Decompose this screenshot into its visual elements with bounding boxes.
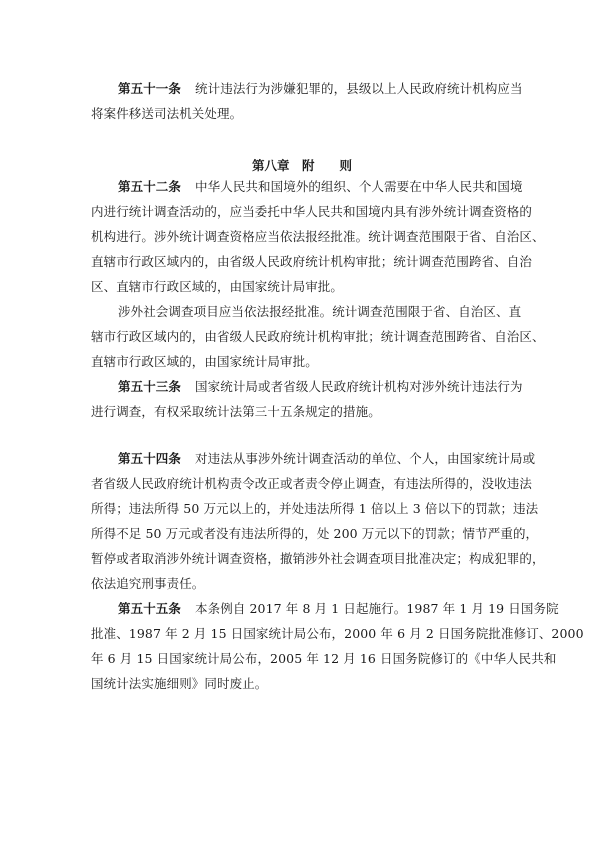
article-54-line-1: 第五十四条 对违法从事涉外统计调查活动的单位、个人，由国家统计局或 xyxy=(118,451,536,466)
article-54-line-6: 依法追究刑事责任。 xyxy=(91,576,205,591)
article-54-number: 第五十四条 xyxy=(118,451,182,466)
article-54-line-3: 所得；违法所得 50 万元以上的，并处违法所得 1 倍以上 3 倍以下的罚款；违法 xyxy=(91,501,539,516)
article-53-line-1: 第五十三条 国家统计局或者省级人民政府统计机构对涉外统计违法行为 xyxy=(118,379,523,394)
article-52-number: 第五十二条 xyxy=(118,179,182,194)
article-52-para2-line-3: 直辖市行政区域的，由国家统计局审批。 xyxy=(91,354,318,369)
article-54-line-5: 暂停或者取消涉外统计调查资格，撤销涉外社会调查项目批准决定；构成犯罪的， xyxy=(91,551,545,566)
article-52-para2-line-2: 辖市行政区域内的，由省级人民政府统计机构审批；统计调查范围跨省、自治区、 xyxy=(91,329,545,344)
article-51-line-2: 将案件移送司法机关处理。 xyxy=(91,106,243,121)
article-55-number: 第五十五条 xyxy=(118,601,182,616)
article-51-line-1: 第五十一条 统计违法行为涉嫌犯罪的，县级以上人民政府统计机构应当 xyxy=(118,81,523,96)
article-54-line-4: 所得不足 50 万元或者没有违法所得的，处 200 万元以下的罚款；情节严重的， xyxy=(91,526,539,541)
article-52-line-3: 机构进行。涉外统计调查资格应当依法报经批准。统计调查范围限于省、自治区、 xyxy=(91,229,545,244)
article-55-line-3: 年 6 月 15 日国家统计局公布，2005 年 12 月 16 日国务院修订的《中华人民共和 xyxy=(91,651,557,666)
chapter-heading: 第八章 附 则 xyxy=(252,158,353,173)
article-52-line-2: 内进行统计调查活动的，应当委托中华人民共和国境内具有涉外统计调查资格的 xyxy=(91,204,533,219)
article-52-para2-line-1: 涉外社会调查项目应当依法报经批准。统计调查范围限于省、自治区、直 xyxy=(118,304,522,319)
article-55-line-1: 第五十五条 本条例自 2017 年 8 月 1 日起施行。1987 年 1 月 19 日国务院 xyxy=(118,601,559,616)
article-52-line-5: 区、直辖市行政区域的，由国家统计局审批。 xyxy=(91,279,344,294)
article-55-line-2: 批准、1987 年 2 月 15 日国家统计局公布，2000 年 6 月 2 日国务院批准修订、2000 xyxy=(91,626,584,641)
article-54-line-2: 者省级人民政府统计机构责令改正或者责令停止调查，有违法所得的，没收违法 xyxy=(91,476,533,491)
article-52-line-1: 第五十二条 中华人民共和国境外的组织、个人需要在中华人民共和国境 xyxy=(118,179,523,194)
article-52-line-4: 直辖市行政区域内的，由省级人民政府统计机构审批；统计调查范围跨省、自治 xyxy=(91,254,533,269)
article-55-line-4: 国统计法实施细则》同时废止。 xyxy=(91,676,268,691)
article-53-line-2: 进行调查，有权采取统计法第三十五条规定的措施。 xyxy=(91,404,381,419)
article-53-number: 第五十三条 xyxy=(118,379,182,394)
article-51-number: 第五十一条 xyxy=(118,81,182,96)
